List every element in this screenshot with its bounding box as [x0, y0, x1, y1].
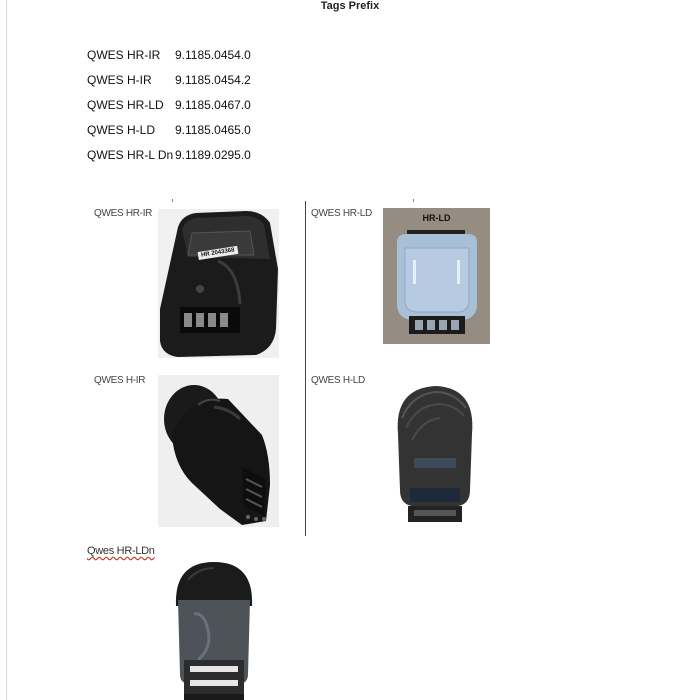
prefix-code: 9.1189.0295.0 [175, 148, 251, 162]
prefix-row [87, 73, 251, 98]
photo-h-ld [384, 378, 487, 530]
prefix-name: QWES H-LD [87, 123, 156, 137]
asset-label: HR 2043368 [198, 246, 238, 260]
caption-h-ld: QWES H-LD [311, 375, 365, 386]
prefix-name: QWES HR-LD [87, 98, 164, 112]
scan-mark [172, 199, 173, 202]
caption-hr-ldn: Qwes HR-LDn [87, 545, 155, 557]
document-title: Tags Prefix [320, 0, 380, 12]
prefix-name: QWES HR-IR [87, 48, 161, 62]
caption-h-ir: QWES H-IR [94, 375, 146, 386]
column-divider [305, 201, 306, 536]
photo-label-hr-ld: HR-LD [422, 213, 451, 223]
photo-hr-ldn [168, 556, 260, 700]
prefix-code: 9.1185.0454.0 [175, 48, 251, 62]
prefix-code: 9.1185.0454.2 [175, 73, 251, 87]
prefix-code: 9.1185.0465.0 [175, 123, 251, 137]
prefix-code: 9.1185.0467.0 [175, 98, 251, 112]
scan-mark [413, 199, 414, 202]
prefix-row [87, 98, 251, 123]
prefix-row [87, 48, 251, 73]
caption-hr-ld: QWES HR-LD [311, 208, 372, 219]
prefix-row [87, 148, 251, 173]
prefix-row [87, 123, 251, 148]
photo-h-ir [158, 375, 279, 527]
prefix-list [87, 48, 251, 173]
photo-hr-ir [158, 209, 279, 358]
caption-hr-ir: QWES HR-IR [94, 208, 153, 219]
photo-hr-ld [383, 208, 490, 344]
prefix-name: QWES HR-L Dn [87, 148, 174, 162]
page-edge [6, 0, 7, 700]
prefix-name: QWES H-IR [87, 73, 152, 87]
